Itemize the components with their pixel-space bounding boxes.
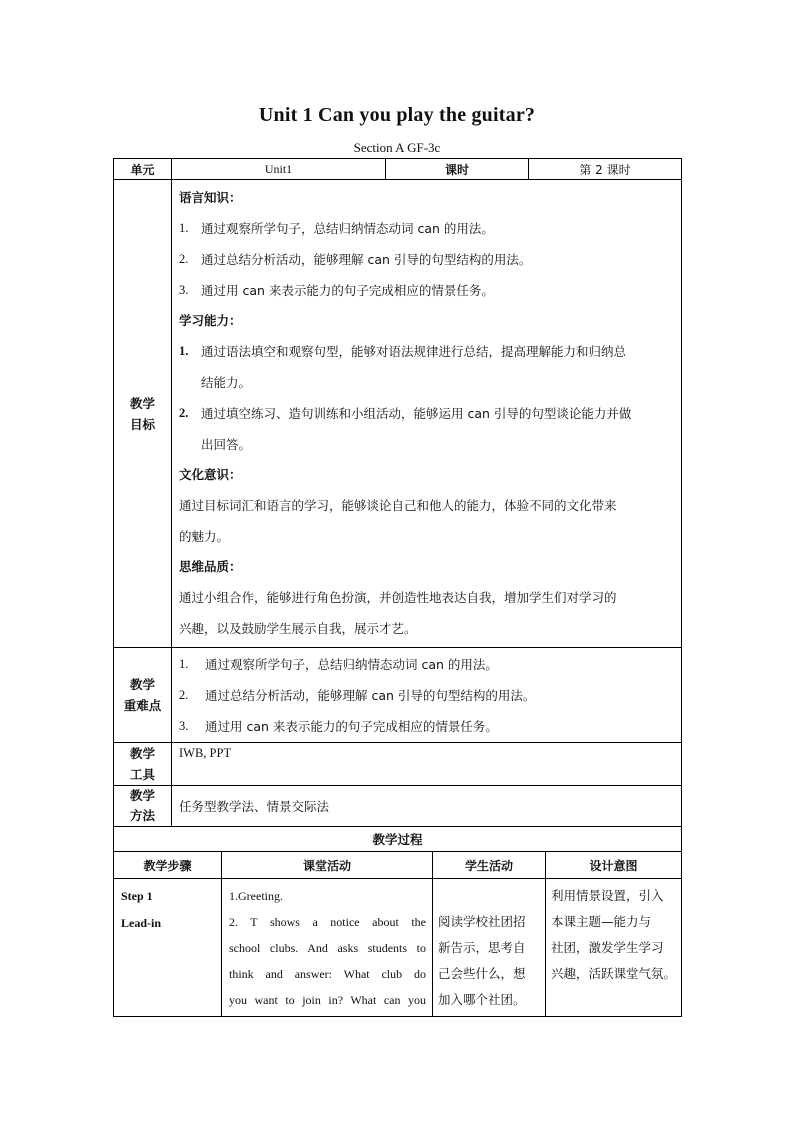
table-row [114,879,682,1017]
process-table [113,826,682,1017]
column-header-step: 教学步骤 [114,852,222,879]
cultural-awareness-heading: 文化意识： [179,467,242,482]
list-item-continuation: 出回答。 [201,437,252,452]
activity-line: 1.Greeting. [229,889,283,903]
objectives-label-line2: 目标 [129,416,155,432]
list-item: 2. 通过填空练习、造句训练和小组活动，能够运用 can 引导的句型谈论能力并做 [179,406,632,421]
step-number: Step 1 [121,889,153,903]
list-item: 1. 通过语法填空和观察句型，能够对语法规律进行总结，提高理解能力和归纳总 [179,344,627,359]
step-cell [114,879,222,1017]
key-points-content [172,648,682,743]
thinking-quality-heading: 思维品质： [179,559,242,574]
period-label: 课时 [386,159,529,180]
objectives-content [172,180,682,648]
thinking-quality-line2: 兴趣，以及鼓励学生展示自我，展示才艺。 [179,621,417,636]
methods-row [114,786,682,827]
learning-ability-heading: 学习能力： [179,313,242,328]
key-points-label-line1: 教学 [129,677,155,692]
tools-label [114,743,172,786]
key-points-row [114,648,682,743]
list-item-continuation: 结能力。 [201,375,252,390]
student-line: 己会些什么，想 [438,966,526,981]
key-points-label-line2: 重难点 [123,698,162,713]
unit-label: 单元 [114,159,172,180]
intent-line: 社团，激发学生学习 [551,940,664,955]
tools-label-line2: 工具 [129,767,155,782]
list-item: 2. 通过总结分析活动，能够理解 can 引导的句型结构的用法。 [179,252,532,267]
intent-line: 本课主题—能力与 [551,914,652,929]
tools-row [114,743,682,786]
tools-label-line1: 教学 [129,746,155,761]
objectives-label [114,180,172,648]
cultural-awareness-line2: 的魅力。 [179,529,230,544]
activity-line: school clubs. And asks students to [229,941,426,955]
methods-label [114,786,172,827]
objectives-label-line1: 教学 [129,395,155,411]
list-item: 1. 通过观察所学句子，总结归纳情态动词 can 的用法。 [179,221,494,236]
activity-line: think and answer: What club do [229,967,426,981]
methods-value: 任务型教学法、情景交际法 [172,786,682,827]
language-knowledge-heading: 语言知识： [179,190,242,205]
student-line: 阅读学校社团招 [438,914,526,929]
list-item: 3. 通过用 can 来表示能力的句子完成相应的情景任务。 [179,718,498,734]
key-points-label [114,648,172,743]
thinking-quality-line1: 通过小组合作，能够进行角色扮演，并创造性地表达自我，增加学生们对学习的 [179,590,617,605]
process-heading-row [114,827,682,852]
student-line: 新告示，思考自 [438,940,526,955]
process-column-headers [114,852,682,879]
step-name: Lead-in [121,916,162,930]
document-title: Unit 1 Can you play the guitar? [258,104,536,126]
intent-line: 兴趣，活跃课堂气氛。 [551,966,677,981]
activity-line: you want to join in? What can you [229,993,426,1007]
cultural-awareness-line1: 通过目标词汇和语言的学习，能够谈论自己和他人的能力，体验不同的文化带来 [179,498,617,513]
list-item: 2. 通过总结分析活动，能够理解 can 引导的句型结构的用法。 [179,687,536,703]
objectives-row [114,180,682,648]
column-header-activity: 课堂活动 [222,852,433,879]
list-item: 3. 通过用 can 来表示能力的句子完成相应的情景任务。 [179,283,494,298]
document-subtitle: Section A GF-3c [353,140,441,155]
list-item: 1. 通过观察所学句子，总结归纳情态动词 can 的用法。 [179,656,498,672]
tools-value: IWB, PPT [172,743,682,786]
header-row [114,159,682,180]
column-header-intent: 设计意图 [546,852,682,879]
student-activity-cell [433,879,546,1017]
student-line: 加入哪个社团。 [438,992,526,1007]
methods-label-line2: 方法 [129,808,155,823]
period-value: 第 2 课时 [529,159,682,180]
column-header-student: 学生活动 [433,852,546,879]
methods-label-line1: 教学 [129,788,155,803]
intent-line: 利用情景设置，引入 [551,888,664,903]
activity-line: 2. T shows a notice about the [229,915,426,929]
activity-cell [222,879,433,1017]
intent-cell [546,879,682,1017]
unit-value: Unit1 [172,159,386,180]
process-heading: 教学过程 [114,827,682,852]
lesson-plan-table [113,158,682,827]
